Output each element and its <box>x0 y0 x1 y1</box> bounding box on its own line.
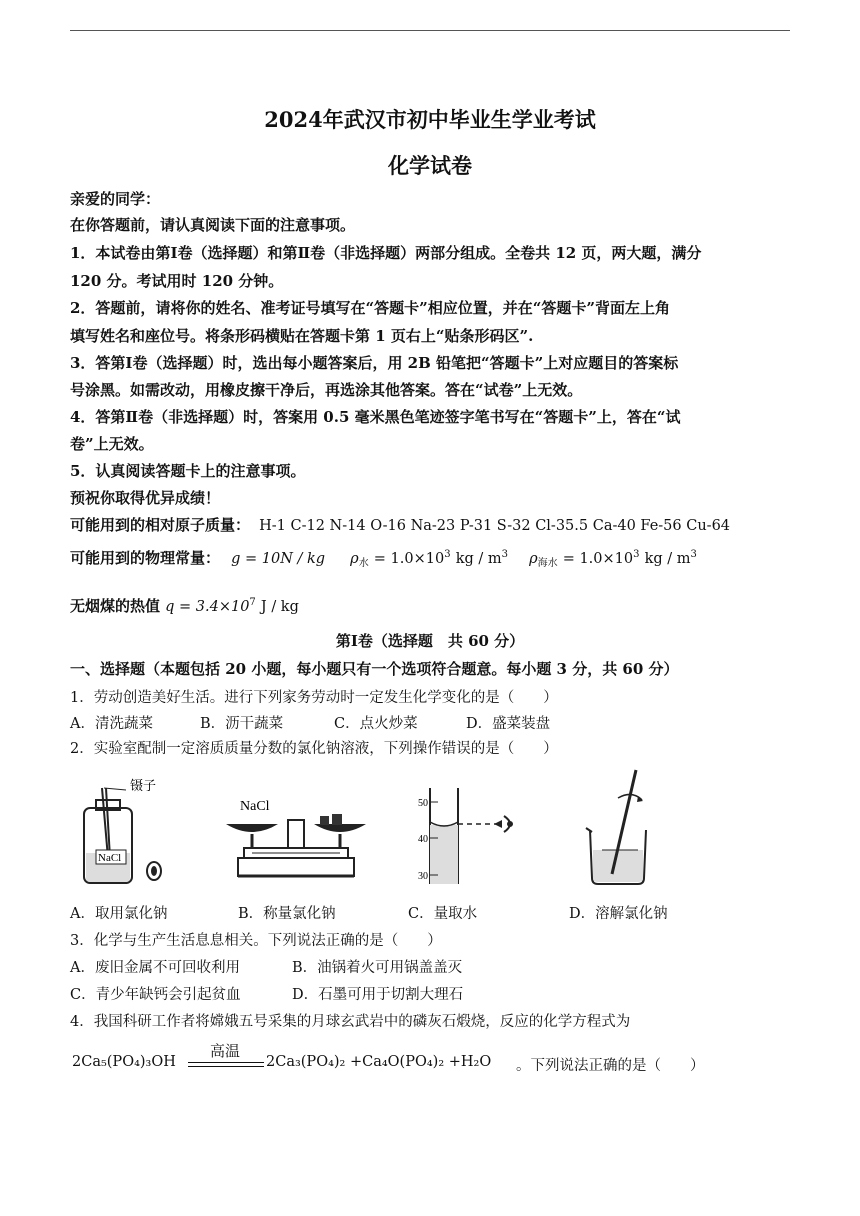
notice-5: 5．认真阅读答题卡上的注意事项。 <box>70 462 306 480</box>
heat-value-exp: 7 <box>249 597 256 608</box>
section-heading: 一、选择题（本题包括 20 小题，每小题只有一个选项符合题意。每小题 3 分，共 60 分） <box>70 660 679 678</box>
exam-title: 2024年武汉市初中毕业生学业考试 <box>264 107 596 132</box>
rho-sea-unit: kg / m <box>644 551 691 567</box>
cylinder-tick-40: 40 <box>418 834 428 845</box>
q3-stem: 3．化学与生产生活息息相关。下列说法正确的是（ ） <box>70 933 442 949</box>
heat-value-label: 无烟煤的热值 <box>70 597 161 615</box>
atomic-mass-line <box>70 514 730 535</box>
greeting: 亲爱的同学： <box>70 190 161 208</box>
figure-take-nacl <box>74 768 174 898</box>
rho-symbol-sea: ρ <box>529 551 538 567</box>
notice-2b: 填写姓名和座位号。将条形码横贴在答题卡第 1 页右上“贴条形码区”. <box>70 327 534 345</box>
part-one-heading: 第Ⅰ卷（选择题 共 60 分） <box>335 632 525 650</box>
figure-weigh-nacl <box>222 790 370 890</box>
notice-1b: 120 分。考试用时 120 分钟。 <box>70 272 284 290</box>
notice-3a: 3．答第Ⅰ卷（选择题）时，选出每小题答案后，用 2B 铅笔把“答题卡”上对应题目的答案标 <box>70 354 679 372</box>
rho-water-unit: kg / m <box>455 551 502 567</box>
wish: 预祝你取得优异成绩！ <box>70 489 221 507</box>
rho-sea-exp: 3 <box>633 549 640 560</box>
q1-option-a: A．清洗蔬菜 <box>70 716 153 732</box>
heat-value-unit: J / kg <box>260 599 299 615</box>
balance-nacl-label: NaCl <box>240 799 270 814</box>
q2-option-c: C．量取水 <box>408 906 478 922</box>
heat-value-line <box>70 595 299 616</box>
notice-3b: 号涂黑。如需改动，用橡皮擦干净后，再选涂其他答案。答在“试卷”上无效。 <box>70 381 583 399</box>
constants-label: 可能用到的物理常量： <box>70 549 221 567</box>
equation-lhs: 2Ca₅(PO₄)₃OH <box>72 1054 176 1070</box>
rho-water-value: = 1.0×10 <box>373 551 445 567</box>
notice-4a: 4．答第Ⅱ卷（非选择题）时，答案用 0.5 毫米黑色笔迹签字笔书写在“答题卡”上，答在“试 <box>70 408 681 426</box>
q1-option-c: C．点火炒菜 <box>334 716 418 732</box>
atomic-mass-values: H-1 C-12 N-14 O-16 Na-23 P-31 S-32 Cl-35.5 Ca-40 Fe-56 Cu-64 <box>259 518 731 534</box>
q1-option-b: B．沥干蔬菜 <box>200 716 284 732</box>
rho-symbol: ρ <box>350 551 359 567</box>
cylinder-tick-30: 30 <box>418 871 428 882</box>
rho-sea-value: = 1.0×10 <box>562 551 634 567</box>
top-rule <box>70 30 790 31</box>
intro: 在你答题前，请认真阅读下面的注意事项。 <box>70 216 356 234</box>
tweezers-label: 镊子 <box>130 778 157 793</box>
q3-option-b: B．油锅着火可用锅盖盖灭 <box>292 960 463 976</box>
rho-sea-unit-exp: 3 <box>690 549 697 560</box>
constants-line <box>70 547 697 569</box>
q4-stem: 4．我国科研工作者将嫦娥五号采集的月球玄武岩中的磷灰石煅烧，反应的化学方程式为 <box>70 1014 631 1030</box>
q3-option-d: D．石墨可用于切割大理石 <box>292 987 464 1003</box>
rho-water-exp: 3 <box>444 549 451 560</box>
notice-2a: 2．答题前，请将你的姓名、准考证号填写在“答题卡”相应位置，并在“答题卡”背面左上角 <box>70 299 670 317</box>
q2-stem: 2．实验室配制一定溶质质量分数的氯化钠溶液，下列操作错误的是（ ） <box>70 741 558 757</box>
atomic-mass-label: 可能用到的相对原子质量： <box>70 516 251 534</box>
q2-option-a: A．取用氯化钠 <box>70 906 168 922</box>
figure-dissolve-nacl <box>580 766 670 892</box>
q3-option-c: C．青少年缺钙会引起贫血 <box>70 987 241 1003</box>
q1-stem: 1．劳动创造美好生活。进行下列家务劳动时一定发生化学变化的是（ ） <box>70 690 558 706</box>
q4-equation <box>70 1040 770 1080</box>
q1-option-d: D．盛菜装盘 <box>466 716 551 732</box>
rho-sea-sub: 海水 <box>537 558 558 569</box>
notice-4b: 卷”上无效。 <box>70 435 154 453</box>
q2-option-d: D．溶解氯化钠 <box>569 906 668 922</box>
notice-1a: 1．本试卷由第Ⅰ卷（选择题）和第Ⅱ卷（非选择题）两部分组成。全卷共 12 页，两大题，满分 <box>70 244 702 262</box>
cylinder-tick-50: 50 <box>418 798 428 809</box>
equation-condition: 高温 <box>210 1042 241 1060</box>
heat-value-q: q = 3.4×10 <box>165 599 250 615</box>
equation-arrow-top <box>188 1062 264 1063</box>
equation-arrow-bottom <box>188 1066 264 1067</box>
rho-water-sub: 水 <box>358 558 369 569</box>
q2-option-b: B．称量氯化钠 <box>238 906 336 922</box>
rho-water-unit-exp: 3 <box>501 549 508 560</box>
q3-option-a: A．废旧金属不可回收利用 <box>70 960 240 976</box>
equation-tail: 。下列说法正确的是（ ） <box>516 1058 705 1074</box>
exam-subtitle: 化学试卷 <box>388 153 472 178</box>
bottle-label: NaCl <box>98 852 122 864</box>
equation-rhs: 2Ca₃(PO₄)₂ +Ca₄O(PO₄)₂ +H₂O <box>266 1054 492 1070</box>
gravity-constant: g = 10N / kg <box>231 551 326 567</box>
figure-measure-water <box>418 780 538 892</box>
